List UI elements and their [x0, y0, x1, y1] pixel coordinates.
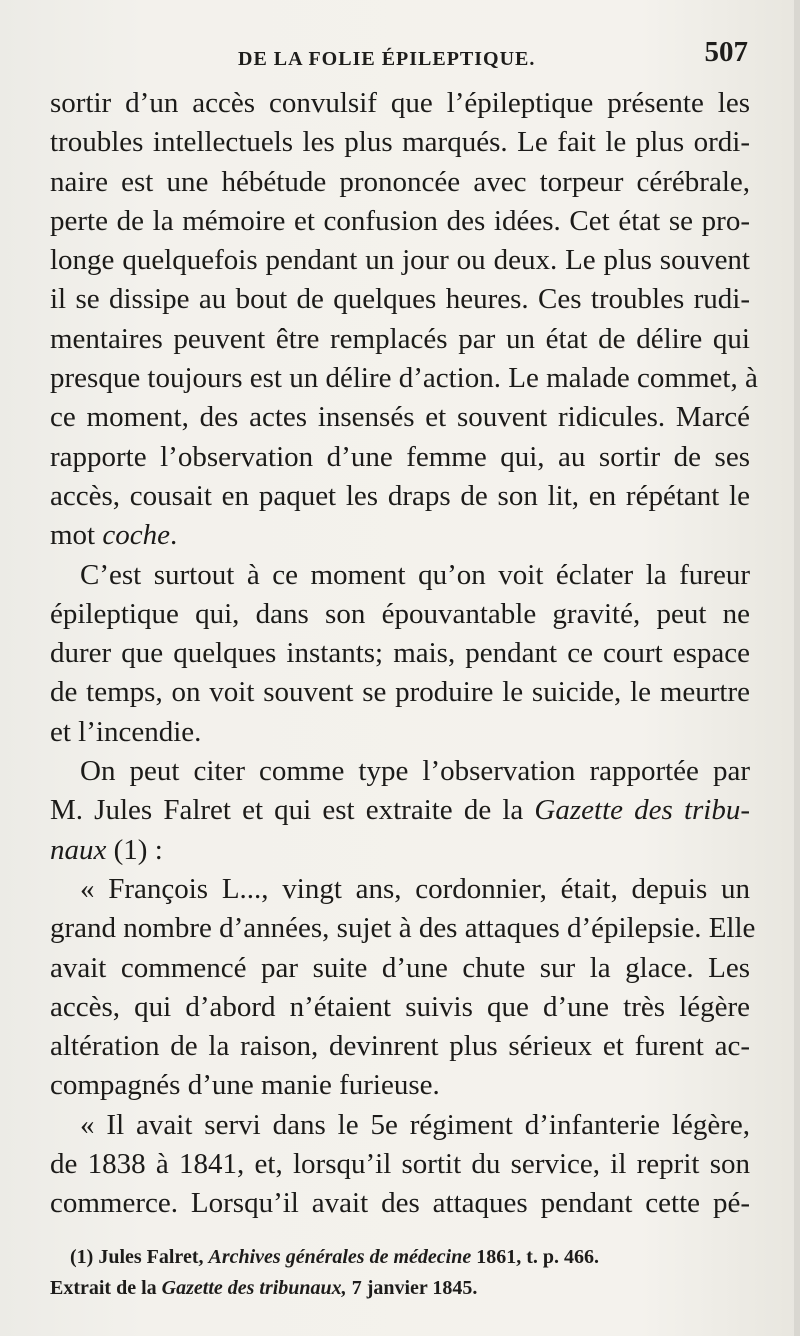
- text-line: de 1838 à 1841, et, lorsqu’il sortit du service, il reprit son: [50, 1148, 750, 1181]
- text-line: perte de la mémoire et confusion des idées. Cet état se pro-: [50, 204, 750, 237]
- footnote-text: 7 janvier 1845.: [351, 1277, 478, 1299]
- footnote-italic-title: Gazette des tribunaux,: [161, 1277, 347, 1299]
- running-title: DE LA FOLIE ÉPILEPTIQUE.: [238, 48, 536, 70]
- text-line: compagnés d’une manie furieuse.: [50, 1069, 440, 1102]
- footnote-text: Extrait de la: [50, 1277, 157, 1299]
- text-line: C’est surtout à ce moment qu’on voit éclater la fureur: [80, 558, 750, 591]
- text-line: avait commencé par suite d’une chute sur la glace. Les: [50, 951, 750, 984]
- text-run: M. Jules Falret et qui est extraite de la: [50, 794, 524, 827]
- text-line: « François L..., vingt ans, cordonnier, était, depuis un: [80, 872, 750, 905]
- text-line: altération de la raison, devinrent plus sérieux et furent ac-: [50, 1030, 750, 1063]
- text-line: il se dissipe au bout de quelques heures. Ces troubles rudi-: [50, 283, 750, 316]
- body-text: [50, 84, 758, 1224]
- text-line: commerce. Lorsqu’il avait des attaques pendant cette pé-: [50, 1187, 750, 1220]
- footnote-line: [50, 1242, 750, 1273]
- footnote-text: (1) Jules Falret,: [70, 1246, 204, 1268]
- text-line: naire est une hébétude prononcée avec torpeur cérébrale,: [50, 165, 750, 198]
- text-line: de temps, on voit souvent se produire le suicide, le meurtre: [50, 676, 750, 709]
- italic-title: Gazette des tribu-: [534, 794, 751, 827]
- text-line: accès, cousait en paquet les draps de son lit, en répétant le: [50, 479, 750, 512]
- text-line: grand nombre d’années, sujet à des attaques d’épilepsie. Elle: [50, 912, 756, 945]
- text-line: et l’incendie.: [50, 715, 202, 748]
- text-line: [50, 831, 750, 870]
- page-edge-shadow: [794, 0, 800, 1336]
- text-line: accès, qui d’abord n’étaient suivis que d’une très légère: [50, 990, 750, 1023]
- text-line: mentaires peuvent être remplacés par un état de délire qui: [50, 322, 750, 355]
- text-line: ce moment, des actes insensés et souvent ridicules. Marcé: [50, 401, 750, 434]
- italic-word: coche: [102, 519, 170, 552]
- text-line: [50, 791, 750, 830]
- text-line: troubles intellectuels les plus marqués. Le fait le plus ordi-: [50, 126, 750, 159]
- footnote-text: 1861, t. p. 466.: [476, 1246, 600, 1268]
- text-line: [50, 516, 750, 555]
- text-run: .: [170, 519, 178, 552]
- text-line: durer que quelques instants; mais, pendant ce court espace: [50, 637, 750, 670]
- text-run: mot: [50, 519, 96, 552]
- text-line: sortir d’un accès convulsif que l’épileptique présente les: [50, 87, 750, 119]
- footnote-line: [50, 1273, 750, 1304]
- footnotes: [50, 1242, 750, 1304]
- text-line: presque toujours est un délire d’action. Le malade commet, à: [50, 362, 758, 395]
- text-line: rapporte l’observation d’une femme qui, au sortir de ses: [50, 440, 750, 473]
- footnote-ref: (1) :: [113, 833, 163, 866]
- text-line: « Il avait servi dans le 5e régiment d’infanterie légère,: [80, 1108, 750, 1141]
- footnote-italic-title: Archives générales de médecine: [208, 1246, 472, 1268]
- italic-title: naux: [50, 833, 107, 866]
- text-line: On peut citer comme type l’observation rapportée par: [80, 755, 750, 788]
- text-line: longe quelquefois pendant un jour ou deux. Le plus souvent: [50, 244, 750, 277]
- page-number: 507: [704, 36, 748, 68]
- text-line: épileptique qui, dans son épouvantable gravité, peut ne: [50, 597, 750, 630]
